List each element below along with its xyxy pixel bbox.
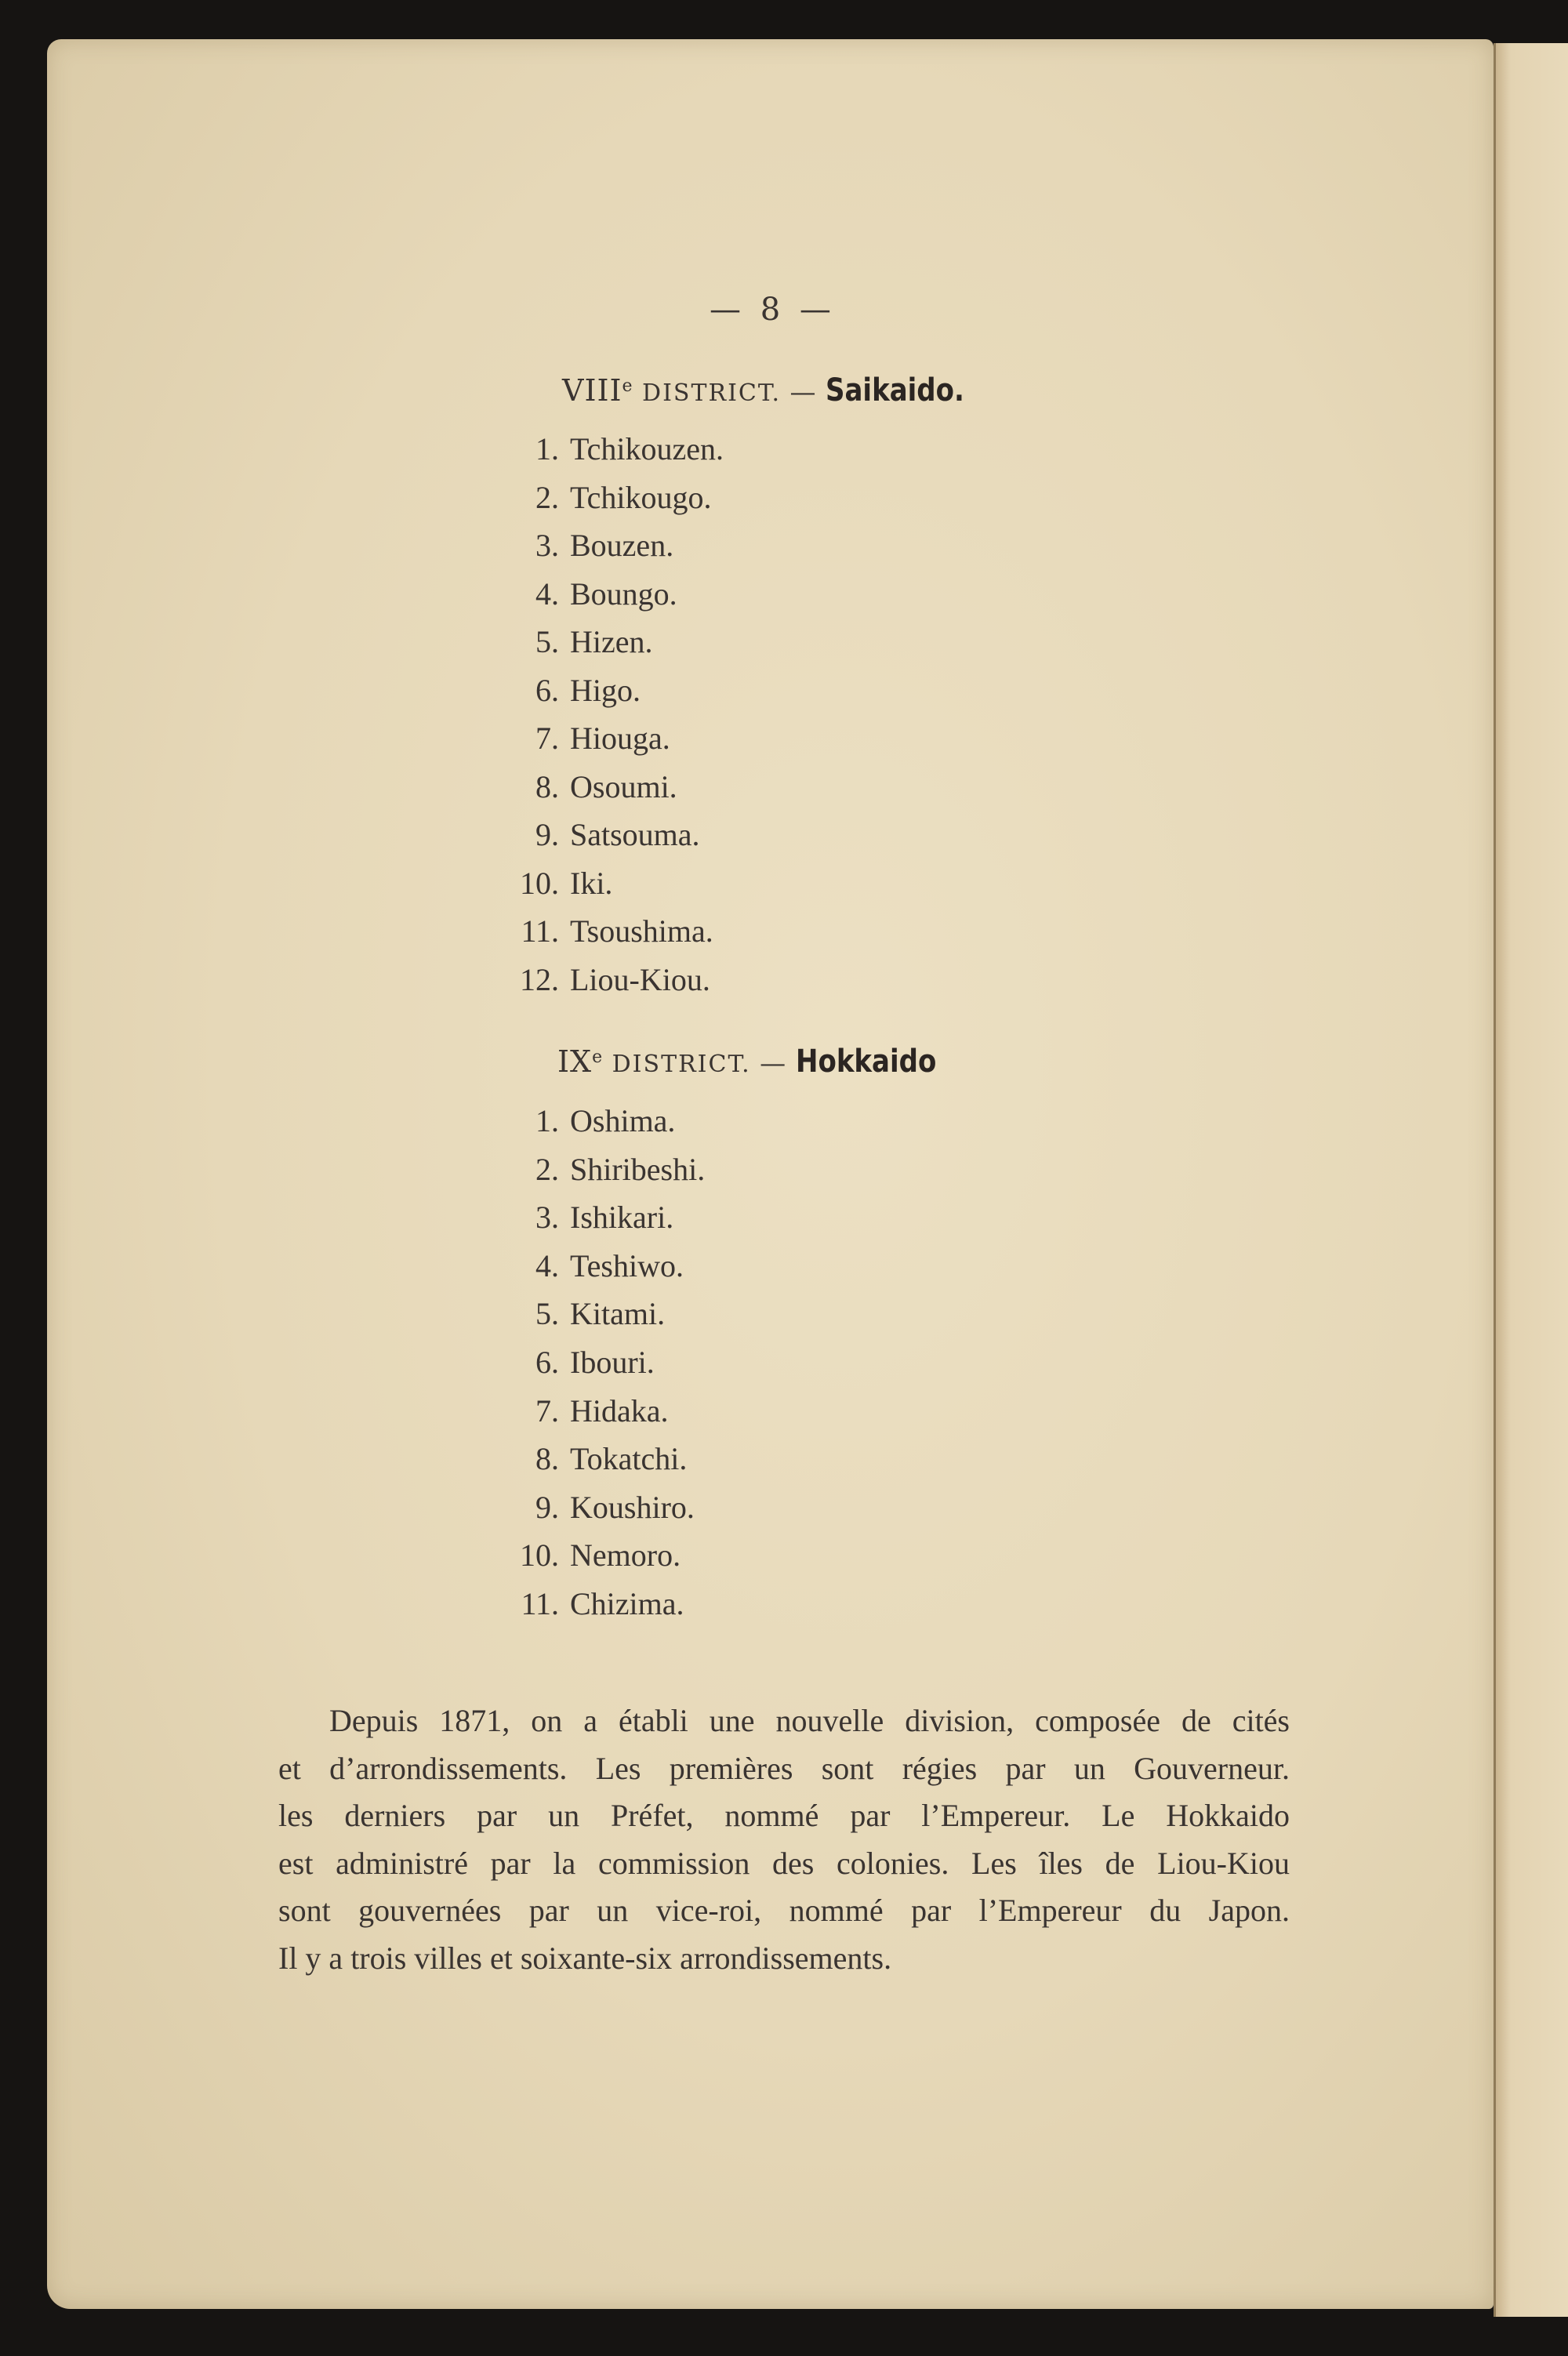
list-item <box>514 1298 665 1330</box>
province-name: Oshima. <box>570 1103 676 1138</box>
district-dash: — <box>789 376 817 407</box>
province-name: Boungo. <box>570 575 677 612</box>
item-number: 9. <box>535 1489 559 1525</box>
list-item <box>514 1489 695 1525</box>
district-heading-ix <box>557 1044 961 1080</box>
list-item <box>514 1247 684 1283</box>
district-word: DISTRICT. <box>612 1051 751 1078</box>
item-number: 1. <box>535 431 559 466</box>
paragraph-line: est administré par la commission des colonies. Les îles de Liou-Kiou <box>278 1845 1290 1881</box>
province-name: Tsoushima. <box>570 913 713 949</box>
item-number: 2. <box>535 1151 559 1187</box>
list-item <box>514 1200 674 1236</box>
list-item <box>514 723 670 754</box>
page-number: — 8 — <box>710 292 836 328</box>
list-item <box>514 672 641 708</box>
list-item <box>514 431 724 466</box>
list-item <box>514 1105 675 1137</box>
province-name: Tchikougo. <box>570 479 712 515</box>
province-name: Osoumi. <box>570 768 677 804</box>
paragraph-line: Depuis 1871, on a établi une nouvelle division, composée de cités <box>329 1703 1290 1738</box>
list-item <box>514 768 677 804</box>
list-item <box>514 1392 669 1428</box>
item-number: 5. <box>535 1296 559 1332</box>
item-number: 5. <box>535 624 559 659</box>
province-name: Iki. <box>570 865 613 901</box>
item-number: 3. <box>535 1200 559 1236</box>
item-number: 4. <box>535 1247 559 1283</box>
province-name: Hizen. <box>570 624 653 659</box>
list-item <box>514 1588 684 1620</box>
adjacent-page-edge <box>1494 43 1568 2317</box>
item-number: 10. <box>520 1537 559 1574</box>
district-heading-viii <box>562 372 989 408</box>
item-number: 6. <box>535 672 559 708</box>
list-item <box>514 1347 655 1378</box>
province-name: Tokatchi. <box>570 1441 688 1477</box>
item-number: 7. <box>535 721 559 756</box>
province-name: Higo. <box>570 672 641 708</box>
district-region-name: Saikaido. <box>826 372 964 408</box>
item-number: 10. <box>520 865 559 901</box>
province-name: Shiribeshi. <box>570 1151 706 1187</box>
province-name: Bouzen. <box>570 528 674 563</box>
item-number: 11. <box>521 913 559 949</box>
list-item <box>514 961 710 997</box>
province-name: Teshiwo. <box>570 1247 684 1283</box>
list-item <box>514 819 700 851</box>
list-item <box>514 865 613 901</box>
list-item <box>514 479 712 515</box>
district-roman-numeral: IX <box>557 1044 593 1079</box>
item-number: 8. <box>535 768 559 804</box>
district-roman-numeral: VIII <box>562 373 622 408</box>
list-item <box>514 530 673 561</box>
province-name: Hidaka. <box>570 1392 669 1428</box>
province-name: Ibouri. <box>570 1345 655 1380</box>
item-number: 1. <box>535 1103 559 1138</box>
province-name: Satsouma. <box>570 817 700 852</box>
item-number: 4. <box>535 575 559 612</box>
list-item <box>514 1443 687 1475</box>
district-word: DISTRICT. <box>642 379 782 407</box>
province-name: Koushiro. <box>570 1489 695 1525</box>
paragraph-line: Il y a trois villes et soixante-six arrondissements. <box>278 1940 892 1976</box>
list-item <box>514 1537 681 1574</box>
district-ordinal-suffix: e <box>592 1047 604 1067</box>
list-item <box>514 575 677 612</box>
item-number: 7. <box>535 1392 559 1428</box>
list-item <box>514 626 653 658</box>
paragraph-line: et d’arrondissements. Les premières sont régies par un Gouverneur. <box>278 1750 1290 1786</box>
list-item <box>514 913 713 949</box>
province-name: Nemoro. <box>570 1537 681 1574</box>
province-name: Ishikari. <box>570 1200 674 1236</box>
body-paragraph <box>278 1697 1290 1982</box>
province-name: Kitami. <box>570 1296 666 1332</box>
paragraph-line: sont gouvernées par un vice-roi, nommé par l’Empereur du Japon. <box>278 1893 1290 1928</box>
item-number: 3. <box>535 528 559 563</box>
item-number: 12. <box>520 961 559 997</box>
item-number: 6. <box>535 1345 559 1380</box>
province-name: Hiouga. <box>570 721 670 756</box>
item-number: 2. <box>535 479 559 515</box>
province-name: Liou-Kiou. <box>570 961 710 997</box>
district-region-name: Hokkaido <box>795 1044 936 1080</box>
item-number: 8. <box>535 1441 559 1477</box>
item-number: 9. <box>535 817 559 852</box>
district-dash: — <box>760 1047 787 1078</box>
list-item <box>514 1151 706 1187</box>
district-ordinal-suffix: e <box>622 376 633 396</box>
province-name: Tchikouzen. <box>570 431 724 466</box>
item-number: 11. <box>521 1586 559 1621</box>
paragraph-line: les derniers par un Préfet, nommé par l’Empereur. Le Hokkaido <box>278 1798 1290 1833</box>
province-name: Chizima. <box>570 1586 684 1621</box>
